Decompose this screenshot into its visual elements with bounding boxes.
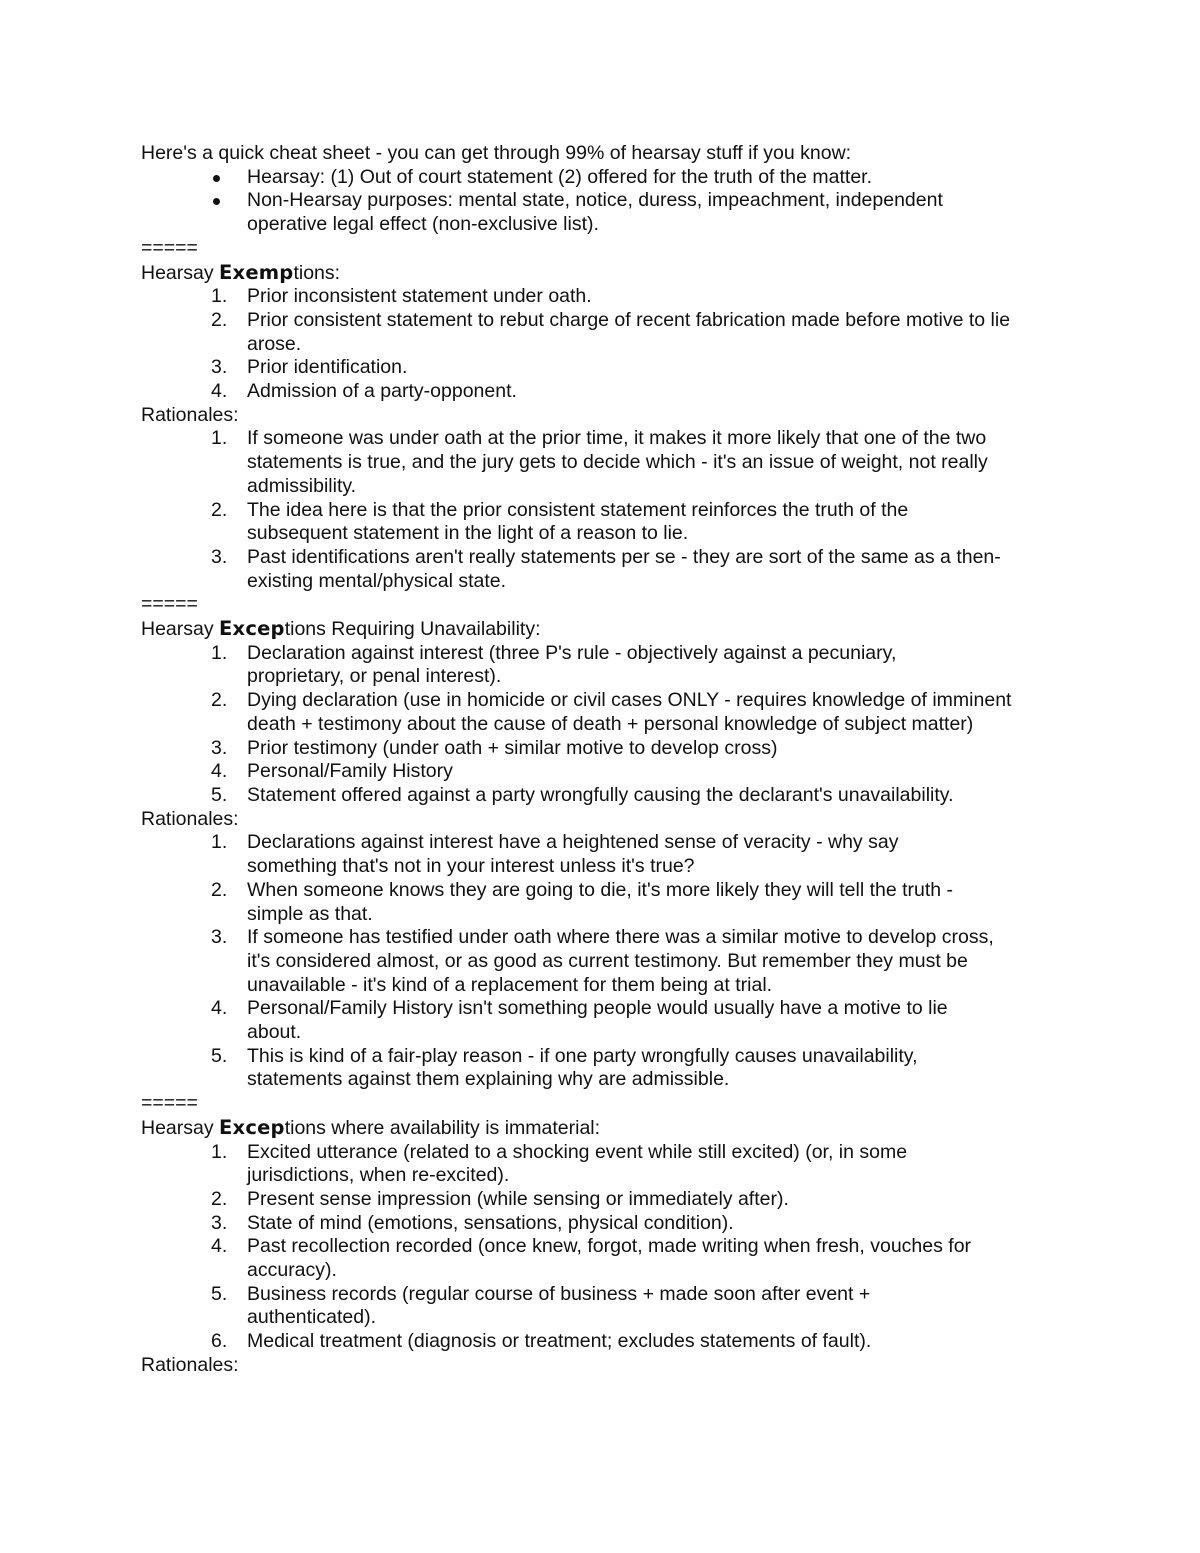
list-number: 4. bbox=[211, 380, 228, 403]
list-item-text: Present sense impression (while sensing or immediately after). bbox=[247, 1187, 789, 1210]
list-number: 5. bbox=[211, 783, 228, 806]
list-number: 5. bbox=[211, 1044, 228, 1067]
list-item bbox=[141, 926, 1041, 997]
list-item-text: Personal/Family History isn't something people would usually have a motive to lie about. bbox=[247, 997, 948, 1044]
list-item bbox=[141, 737, 1041, 761]
heading-emphasis: Excep bbox=[219, 617, 285, 641]
list-item bbox=[141, 380, 1041, 404]
list-number: 3. bbox=[211, 1211, 228, 1234]
list-item bbox=[141, 1045, 1041, 1092]
list-number: 2. bbox=[211, 689, 228, 712]
list-item-text: Statement offered against a party wrongfully causing the declarant's unavailability. bbox=[247, 783, 954, 806]
exemptions-heading bbox=[141, 261, 1041, 286]
list-item bbox=[141, 546, 1041, 593]
heading-suffix: tions Requiring Unavailability: bbox=[284, 618, 541, 641]
list-item bbox=[141, 831, 1041, 878]
unavailability-heading bbox=[141, 617, 1041, 642]
section-separator: ===== bbox=[141, 1092, 198, 1115]
list-item-text: Prior inconsistent statement under oath. bbox=[247, 285, 592, 308]
heading-emphasis: Excep bbox=[219, 1115, 285, 1139]
list-item-text: State of mind (emotions, sensations, physical condition). bbox=[247, 1211, 734, 1234]
list-item bbox=[141, 879, 1041, 926]
heading-emphasis: Exemp bbox=[219, 260, 294, 284]
exemptions-rationales-list bbox=[141, 427, 1041, 593]
list-item-text: Medical treatment (diagnosis or treatment; excludes statements of fault). bbox=[247, 1330, 872, 1353]
list-item-text: Prior identification. bbox=[247, 356, 408, 379]
list-number: 3. bbox=[211, 736, 228, 759]
intro-bullet-item bbox=[141, 166, 1041, 190]
immaterial-list bbox=[141, 1141, 1041, 1354]
list-item-text: Declarations against interest have a heightened sense of veracity - why say something that's not in your interest unless it's true? bbox=[247, 831, 899, 878]
rationales-label: Rationales: bbox=[141, 1353, 239, 1376]
list-item bbox=[141, 760, 1041, 784]
list-item bbox=[141, 689, 1041, 736]
list-item-text: Personal/Family History bbox=[247, 760, 453, 783]
list-item-text: Past identifications aren't really statements per se - they are sort of the same as a then-existing mental/physical state. bbox=[247, 545, 1001, 592]
list-item bbox=[141, 1235, 1041, 1282]
list-number: 1. bbox=[211, 285, 228, 308]
intro-text: Here's a quick cheat sheet - you can get through 99% of hearsay stuff if you know: bbox=[141, 142, 852, 164]
exemptions-list bbox=[141, 285, 1041, 404]
list-number: 5. bbox=[211, 1282, 228, 1305]
section-separator: ===== bbox=[141, 593, 198, 616]
list-number: 3. bbox=[211, 356, 228, 379]
list-number: 2. bbox=[211, 1187, 228, 1210]
list-item-text: When someone knows they are going to die, it's more likely they will tell the truth - simple as that. bbox=[247, 878, 954, 925]
document-page bbox=[141, 142, 1041, 1378]
list-item bbox=[141, 1141, 1041, 1188]
list-number: 1. bbox=[211, 427, 228, 450]
list-item-text: Business records (regular course of business + made soon after event + authenticated). bbox=[247, 1282, 871, 1329]
list-number: 6. bbox=[211, 1330, 228, 1353]
list-number: 3. bbox=[211, 926, 228, 949]
heading-prefix: Hearsay bbox=[141, 618, 220, 641]
list-item bbox=[141, 1330, 1041, 1354]
list-number: 3. bbox=[211, 545, 228, 568]
intro-bullet-text: Non-Hearsay purposes: mental state, notice, duress, impeachment, independent operative legal effect (non-exclusive list). bbox=[247, 189, 943, 236]
list-number: 4. bbox=[211, 760, 228, 783]
list-number: 2. bbox=[211, 878, 228, 901]
heading-prefix: Hearsay bbox=[141, 1116, 220, 1139]
unavailability-rationales-list bbox=[141, 831, 1041, 1092]
list-number: 4. bbox=[211, 997, 228, 1020]
list-item bbox=[141, 356, 1041, 380]
list-item-text: Dying declaration (use in homicide or civil cases ONLY - requires knowledge of imminent death + testimony about the cause of death + personal knowledge of subject matter) bbox=[247, 689, 1012, 735]
list-item-text: Prior consistent statement to rebut charge of recent fabrication made before motive to lie arose. bbox=[247, 308, 1011, 355]
list-item bbox=[141, 997, 1041, 1044]
list-number: 1. bbox=[211, 831, 228, 854]
list-item bbox=[141, 784, 1041, 808]
list-item-text: This is kind of a fair-play reason - if one party wrongfully causes unavailability, statements against them explaining why are admissible. bbox=[247, 1044, 918, 1091]
unavailability-list bbox=[141, 642, 1041, 808]
list-item-text: Past recollection recorded (once knew, forgot, made writing when fresh, vouches for accuracy). bbox=[247, 1235, 972, 1282]
list-item bbox=[141, 285, 1041, 309]
list-item-text: The idea here is that the prior consistent statement reinforces the truth of the subsequent statement in the light of a reason to lie. bbox=[247, 498, 909, 545]
rationales-label: Rationales: bbox=[141, 807, 239, 830]
list-item-text: If someone was under oath at the prior time, it makes it more likely that one of the two statements is true, and the jury gets to decide which - it's an issue of weight, not really admissibility. bbox=[247, 427, 988, 497]
list-item bbox=[141, 1188, 1041, 1212]
intro-bullet-item bbox=[141, 189, 1041, 236]
immaterial-heading bbox=[141, 1116, 1041, 1141]
list-number: 1. bbox=[211, 1140, 228, 1163]
list-number: 2. bbox=[211, 308, 228, 331]
section-separator: ===== bbox=[141, 236, 198, 259]
list-item-text: If someone has testified under oath where there was a similar motive to develop cross, it's considered almost, or as good as current testimony. But remember they must be unavailable - it's kind of a replacement for them being at trial. bbox=[247, 926, 994, 996]
intro-bullet-list bbox=[141, 166, 1041, 237]
intro-bullet-text: Hearsay: (1) Out of court statement (2) offered for the truth of the matter. bbox=[247, 165, 873, 188]
list-item bbox=[141, 642, 1041, 689]
heading-suffix: tions where availability is immaterial: bbox=[284, 1116, 601, 1139]
list-item-text: Declaration against interest (three P's rule - objectively against a pecuniary, proprietary, or penal interest). bbox=[247, 641, 897, 688]
list-number: 2. bbox=[211, 498, 228, 521]
list-item-text: Excited utterance (related to a shocking event while still excited) (or, in some jurisdictions, when re-excited). bbox=[247, 1140, 908, 1187]
list-item bbox=[141, 427, 1041, 498]
list-item-text: Prior testimony (under oath + similar motive to develop cross) bbox=[247, 736, 778, 759]
heading-prefix: Hearsay bbox=[141, 261, 220, 284]
heading-suffix: tions: bbox=[293, 261, 341, 284]
rationales-label: Rationales: bbox=[141, 403, 239, 426]
list-number: 1. bbox=[211, 641, 228, 664]
list-item bbox=[141, 1212, 1041, 1236]
list-number: 4. bbox=[211, 1235, 228, 1258]
list-item bbox=[141, 1283, 1041, 1330]
list-item bbox=[141, 499, 1041, 546]
bullet-dot-icon bbox=[213, 175, 220, 182]
bullet-dot-icon bbox=[213, 198, 220, 205]
list-item-text: Admission of a party-opponent. bbox=[247, 380, 517, 403]
list-item bbox=[141, 309, 1041, 356]
